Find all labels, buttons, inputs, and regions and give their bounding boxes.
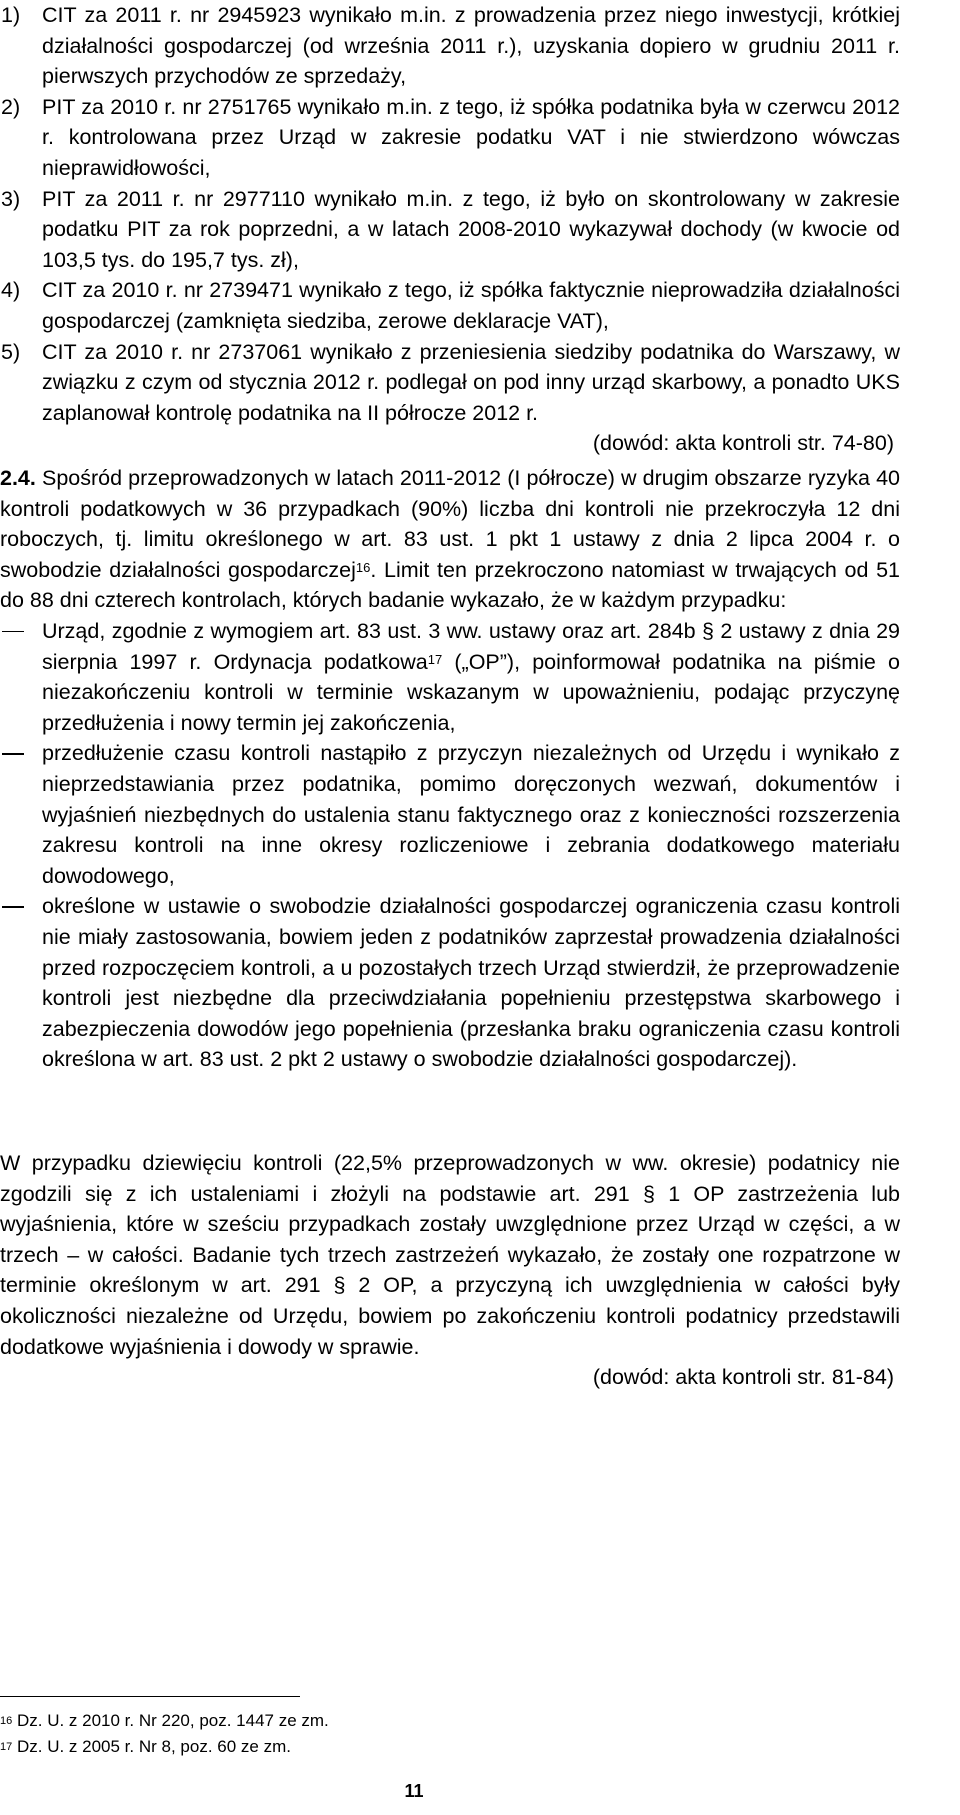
section-intro <box>0 463 900 616</box>
footnote-number: 16 <box>0 1715 13 1727</box>
section-2-4 <box>0 463 900 1075</box>
footnote <box>0 1708 329 1734</box>
footnote-ref-16: 16 <box>355 559 371 575</box>
footnote-separator <box>0 1696 300 1697</box>
footnote-text: Dz. U. z 2005 r. Nr 8, poz. 60 ze zm. <box>12 1737 291 1756</box>
page-number: 11 <box>404 1781 424 1801</box>
dash-list-item <box>0 738 900 891</box>
evidence-reference: (dowód: akta kontroli str. 81-84) <box>592 1365 894 1390</box>
list-item <box>0 92 900 184</box>
list-item-text: PIT za 2011 r. nr 2977110 wynikało m.in. z tego, iż było on skontrolowany w zakresie podatku PIT za rok poprzedni, a w latach 2008-2010 wykazywał dochody (w kwocie od 103,5 tys. do 195,7 tys. zł), <box>42 186 900 272</box>
paragraph-objections <box>0 1148 900 1393</box>
list-item-text: PIT za 2010 r. nr 2751765 wynikało m.in. z tego, iż spółka podatnika była w czerwcu 2012 r. kontrolowana przez Urząd w zakresie podatku VAT i nie stwierdzono wówczas nieprawidłowości, <box>42 94 900 180</box>
list-item-number: 3) <box>1 186 21 211</box>
footnote-ref-17: 17 <box>427 651 443 667</box>
section-number: 2.4. <box>0 466 36 490</box>
dash-bullet <box>2 906 24 908</box>
list-item-text: CIT za 2011 r. nr 2945923 wynikało m.in. z prowadzenia przez niego inwestycji, krótkiej działalności gospodarczej (od września 2011 r.), uzyskania dopiero w grudniu 2011 r. pierwszych przychodów ze sprzedaży, <box>42 3 900 89</box>
numbered-list <box>0 0 900 459</box>
dash-item-text-a: przedłużenie czasu kontroli nastąpiło z przyczyn niezależnych od Urzędu i wynikało z nieprzedstawiania przez podatnika, pomimo doręczonych wezwań, dokumentów i wyjaśnień niezbędnych do ustalenia stanu faktycznego oraz z konieczności rozszerzenia zakresu kontroli na inne okresy rozliczeniowe i zebrania dodatkowego materiału dowodowego, <box>42 741 900 888</box>
list-item-number: 4) <box>1 278 21 303</box>
section-text-a: Spośród przeprowadzonych w latach 2011-2012 (I półrocze) w drugim obszarze ryzyka 40 kontroli podatkowych w 36 przypadkach (90%) liczba dni kontroli nie przekroczyła 12 dni roboczych, tj. limitu określonego w art. 83 ust. 1 pkt 1 ustawy z dnia 2 lipca 2004 r. o swobodzie działalności gospodarczej <box>0 466 900 582</box>
evidence-reference: (dowód: akta kontroli str. 74-80) <box>592 431 894 456</box>
list-item-number: 5) <box>1 339 21 364</box>
footnote-text: Dz. U. z 2010 r. Nr 220, poz. 1447 ze zm. <box>12 1711 329 1730</box>
list-item-text: CIT za 2010 r. nr 2737061 wynikało z przeniesienia siedziby podatnika do Warszawy, w związku z czym od stycznia 2012 r. podlegał on pod inny urząd skarbowy, a ponadto UKS zaplanował kontrolę podatnika na II półrocze 2012 r. <box>42 339 900 425</box>
list-item <box>0 275 900 336</box>
dash-bullet <box>2 631 24 633</box>
list-item <box>0 0 900 92</box>
section-text-b: . Limit ten przekroczono natomiast w trwających od 51 do 88 dni czterech kontrolach, których badanie wykazało, że w każdym przypadku: <box>0 557 900 613</box>
list-item <box>0 184 900 276</box>
list-item-text: CIT za 2010 r. nr 2739471 wynikało z tego, iż spółka faktycznie nieprowadziła działalności gospodarczej (zamknięta siedziba, zerowe deklaracje VAT), <box>42 278 900 333</box>
dash-list-item <box>0 616 900 738</box>
footnote <box>0 1734 329 1760</box>
list-item-number: 1) <box>1 3 21 27</box>
list-item <box>0 337 900 429</box>
footnotes <box>0 1708 329 1760</box>
dash-item-text-a: określone w ustawie o swobodzie działalności gospodarczej ograniczenia czasu kontroli nie miały zastosowania, bowiem jeden z podatników zaprzestał prowadzenia działalności przed rozpoczęciem kontroli, a u pozostałych trzech Urząd stwierdził, że przeprowadzenie kontroli jest niezbędne dla przeciwdziałania popełnieniu przestępstwa skarbowego i zabezpieczenia dowodów jego popełnienia (przesłanka braku ograniczenia czasu kontroli określona w art. 83 ust. 2 pkt 2 ustawy o swobodzie działalności gospodarczej). <box>42 894 900 1072</box>
paragraph-text: W przypadku dziewięciu kontroli (22,5% przeprowadzonych w ww. okresie) podatnicy nie zgodzili się z ich ustaleniami i złożyli na podstawie art. 291 § 1 OP zastrzeżenia lub wyjaśnienia, które w sześciu przypadkach zostały uwzględnione przez Urząd w części, a w trzech – w całości. Badanie tych trzech zastrzeżeń wykazało, że zostały one rozpatrzone w terminie określonym w art. 291 § 2 OP, a przyczyną ich uwzględnienia w całości były okoliczności niezależne od Urzędu, bowiem po zakończeniu kontroli podatnicy przedstawili dodatkowe wyjaśnienia i dowody w sprawie. <box>0 1151 900 1359</box>
dash-list-item <box>0 891 900 1075</box>
dash-bullet <box>2 753 24 755</box>
list-item-number: 2) <box>1 94 21 119</box>
dash-item-text-b: („OP”), poinformował podatnika na piśmie o niezakończeniu kontroli w terminie wskazanym w upoważnieniu, podając przyczynę przedłużenia i nowy termin jej zakończenia, <box>42 649 900 735</box>
footnote-number: 17 <box>0 1741 13 1753</box>
dash-item-text-a: Urząd, zgodnie z wymogiem art. 83 ust. 3 ww. ustawy oraz art. 284b § 2 ustawy z dnia 29 sierpnia 1997 r. Ordynacja podatkowa <box>42 618 900 674</box>
